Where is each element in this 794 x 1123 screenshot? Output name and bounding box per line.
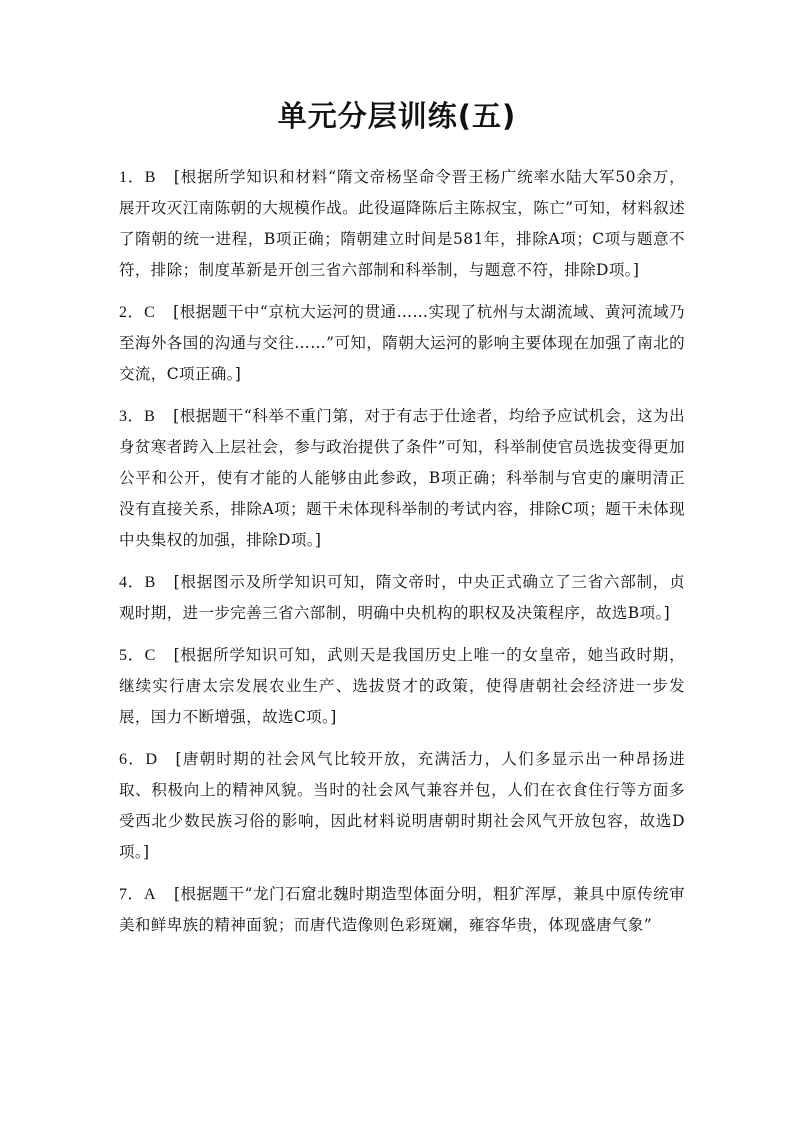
answer-explanation: [根据题干中“京杭大运河的贯通……实现了杭州与太湖流域、黄河流域乃至海外各国的沟通与交往……”可知，隋朝大运河的影响主要体现在加强了南北的交流，C项正确。] bbox=[119, 303, 685, 383]
answer-choice: A bbox=[144, 886, 156, 903]
answer-choice: C bbox=[144, 304, 156, 321]
answer-explanation: [根据题干“科举不重门第，对于有志于仕途者，均给予应试机会，这为出身贫寒者跨入上层社会，参与政治提供了条件”可知，科举制使官员选拔变得更加公平和公开，使有才能的人能够由此参政，B项正确；科举制与官吏的廉明清正没有直接关系，排除A项；题干未体现科举制的考试内容，排除C项；题干未体现中央集权的加强，排除D项。] bbox=[119, 407, 685, 549]
answer-choice: B bbox=[144, 169, 156, 186]
answer-choice: B bbox=[144, 574, 156, 591]
answer-item-3 bbox=[119, 401, 685, 556]
page-title: 单元分层训练(五) bbox=[277, 99, 517, 133]
answer-item-2 bbox=[119, 297, 685, 390]
answer-list bbox=[119, 162, 685, 952]
answer-number: 1． bbox=[119, 169, 145, 186]
answer-number: 2． bbox=[119, 304, 145, 321]
answer-item-6 bbox=[119, 744, 685, 868]
answer-number: 4． bbox=[119, 574, 145, 591]
answer-explanation: [根据图示及所学知识可知，隋文帝时，中央正式确立了三省六部制，贞观时期，进一步完善三省六部制，明确中央机构的职权及决策程序，故选B项。] bbox=[119, 573, 685, 622]
answer-explanation: [根据所学知识和材料“隋文帝杨坚命令晋王杨广统率水陆大军50余万，展开攻灭江南陈朝的大规模作战。此役逼降陈后主陈叔宝，陈亡”可知，材料叙述了隋朝的统一进程，B项正确；隋朝建立时间是581年，排除A项；C项与题意不符，排除；制度革新是开创三省六部制和科举制，与题意不符，排除D项。] bbox=[119, 168, 685, 279]
answer-number: 5． bbox=[119, 647, 145, 664]
answer-explanation: [根据所学知识可知，武则天是我国历史上唯一的女皇帝，她当政时期，继续实行唐太宗发展农业生产、选拔贤才的政策，使得唐朝社会经济进一步发展，国力不断增强，故选C项。] bbox=[119, 646, 685, 726]
answer-number: 7． bbox=[119, 886, 145, 903]
answer-choice: D bbox=[145, 751, 158, 768]
answer-number: 3． bbox=[119, 408, 145, 425]
answer-number: 6． bbox=[119, 751, 146, 768]
answer-item-7 bbox=[119, 879, 685, 941]
answer-choice: B bbox=[144, 408, 156, 425]
answer-choice: C bbox=[144, 647, 156, 664]
answer-explanation: [唐朝时期的社会风气比较开放，充满活力，人们多显示出一种昂扬进取、积极向上的精神风貌。当时的社会风气兼容并包，人们在衣食住行等方面多受西北少数民族习俗的影响，因此材料说明唐朝时期社会风气开放包容，故选D项。] bbox=[119, 750, 685, 861]
answer-item-4 bbox=[119, 567, 685, 629]
answer-explanation: [根据题干“龙门石窟北魏时期造型体面分明，粗犷浑厚，兼具中原传统审美和鲜卑族的精神面貌；而唐代造像则色彩斑斓，雍容华贵，体现盛唐气象” bbox=[119, 885, 685, 934]
answer-item-5 bbox=[119, 640, 685, 733]
answer-item-1 bbox=[119, 162, 685, 286]
